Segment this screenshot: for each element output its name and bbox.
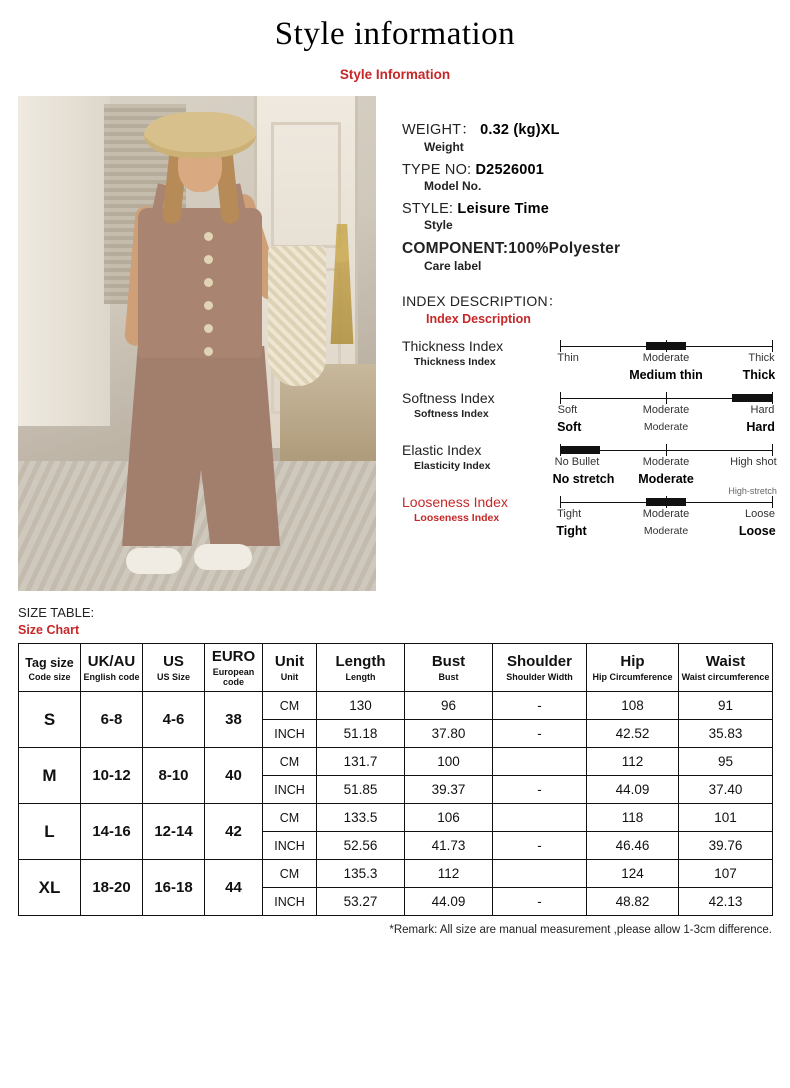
- cell-hip: 118: [587, 804, 679, 832]
- cell-waist: 107: [679, 860, 773, 888]
- cell-length: 51.18: [317, 720, 405, 748]
- col-bust: Bust Bust: [405, 644, 493, 692]
- page-subtitle: Style Information: [339, 67, 451, 82]
- index-description-header: [402, 291, 772, 326]
- index-thickness-high: Thick: [748, 352, 775, 364]
- index-looseness-low: Tight: [557, 508, 582, 520]
- table-row: [19, 748, 773, 776]
- index-softness-name: Softness Index: [402, 390, 495, 406]
- index-looseness: [402, 492, 776, 544]
- cell-unit: CM: [263, 804, 317, 832]
- spec-style-label: STYLE:: [402, 201, 454, 217]
- cell-shoulder: [493, 860, 587, 888]
- table-row: [19, 860, 773, 888]
- cell-euro: 40: [205, 748, 263, 804]
- index-thickness-name: Thickness Index: [402, 338, 504, 354]
- index-looseness-high-bold: Loose: [738, 524, 776, 538]
- index-elastic-name-sub: Elasticity Index: [414, 460, 491, 472]
- table-row: [19, 804, 773, 832]
- cell-waist: 35.83: [679, 720, 773, 748]
- cell-us: 16-18: [143, 860, 205, 916]
- index-looseness-low-bold: Tight: [556, 524, 587, 538]
- index-description-label: INDEX DESCRIPTION：: [402, 293, 562, 309]
- spec-style-value: Leisure Time: [457, 201, 549, 217]
- spec-weight: [402, 118, 772, 154]
- cell-waist: 37.40: [679, 776, 773, 804]
- cell-length: 51.85: [317, 776, 405, 804]
- spec-component-sub: Care label: [424, 259, 482, 273]
- cell-waist: 91: [679, 692, 773, 720]
- cell-shoulder: -: [493, 832, 587, 860]
- cell-length: 52.56: [317, 832, 405, 860]
- size-table: [18, 643, 773, 916]
- index-softness-mid: Moderate: [642, 404, 690, 416]
- cell-shoulder: -: [493, 720, 587, 748]
- index-thickness-meter: [560, 346, 772, 347]
- index-looseness-mid-bold: Moderate: [643, 525, 689, 537]
- cell-waist: 95: [679, 748, 773, 776]
- cell-unit: CM: [263, 692, 317, 720]
- index-softness: [402, 388, 775, 440]
- product-photo: [18, 96, 376, 591]
- spec-component-label: COMPONENT:100%Polyester: [402, 240, 621, 257]
- cell-bust: 37.80: [405, 720, 493, 748]
- cell-shoulder: -: [493, 888, 587, 916]
- spec-weight-value: 0.32 (kg)XL: [480, 122, 560, 138]
- cell-us: 8-10: [143, 748, 205, 804]
- cell-bust: 44.09: [405, 888, 493, 916]
- cell-hip: 44.09: [587, 776, 679, 804]
- index-looseness-meter: [560, 502, 772, 503]
- cell-bust: 96: [405, 692, 493, 720]
- size-table-remark: *Remark: All size are manual measurement ,please allow 1-3cm difference.: [389, 924, 772, 937]
- spec-component: [402, 240, 772, 273]
- index-thickness-high-bold: Thick: [742, 368, 776, 382]
- index-elastic-meter: [560, 450, 772, 451]
- cell-unit: INCH: [263, 720, 317, 748]
- col-euro: EURO European code: [205, 644, 263, 692]
- index-elastic: [402, 440, 777, 496]
- cell-bust: 41.73: [405, 832, 493, 860]
- cell-unit: INCH: [263, 776, 317, 804]
- cell-tag: S: [19, 692, 81, 748]
- cell-hip: 112: [587, 748, 679, 776]
- cell-bust: 106: [405, 804, 493, 832]
- index-elastic-mid: Moderate: [642, 456, 690, 468]
- cell-euro: 42: [205, 804, 263, 860]
- cell-euro: 38: [205, 692, 263, 748]
- index-looseness-high: Loose: [745, 508, 775, 520]
- cell-hip: 42.52: [587, 720, 679, 748]
- index-elastic-mid-bold: Moderate: [638, 472, 694, 486]
- cell-hip: 48.82: [587, 888, 679, 916]
- size-table-caption-sub: Size Chart: [18, 623, 80, 637]
- index-softness-name-sub: Softness Index: [414, 408, 489, 420]
- cell-uk: 14-16: [81, 804, 143, 860]
- page-title: Style information: [274, 16, 516, 52]
- size-table-caption: SIZE TABLE:: [18, 605, 95, 620]
- index-softness-low: Soft: [557, 404, 578, 416]
- index-elastic-name: Elastic Index: [402, 442, 482, 458]
- cell-tag: M: [19, 748, 81, 804]
- spec-type-no-value: D2526001: [475, 162, 545, 178]
- spec-style-sub: Style: [424, 218, 453, 232]
- spec-list: [376, 96, 777, 591]
- cell-length: 130: [317, 692, 405, 720]
- index-thickness-mid: Moderate: [642, 352, 690, 364]
- index-thickness-mid-bold: Medium thin: [629, 368, 703, 382]
- cell-shoulder: [493, 748, 587, 776]
- index-description-sub: Index Description: [426, 312, 531, 326]
- upper-section: [0, 96, 790, 591]
- cell-hip: 46.46: [587, 832, 679, 860]
- col-unit: Unit Unit: [263, 644, 317, 692]
- col-length: Length Length: [317, 644, 405, 692]
- cell-unit: CM: [263, 748, 317, 776]
- index-elastic-high: High shot: [730, 456, 777, 468]
- index-thickness-scale: [557, 352, 776, 388]
- index-softness-meter: [560, 398, 772, 399]
- cell-shoulder: -: [493, 692, 587, 720]
- cell-uk: 18-20: [81, 860, 143, 916]
- index-elastic-low: No Bullet: [554, 456, 600, 468]
- cell-waist: 101: [679, 804, 773, 832]
- cell-unit: CM: [263, 860, 317, 888]
- cell-shoulder: [493, 804, 587, 832]
- cell-shoulder: -: [493, 776, 587, 804]
- spec-type-no-sub: Model No.: [424, 179, 482, 193]
- spec-weight-label: WEIGHT：: [402, 122, 476, 138]
- cell-length: 131.7: [317, 748, 405, 776]
- table-row: [19, 692, 773, 720]
- col-waist: Waist Waist circumference: [679, 644, 773, 692]
- col-hip: Hip Hip Circumference: [587, 644, 679, 692]
- cell-unit: INCH: [263, 888, 317, 916]
- index-softness-high-bold: Hard: [746, 420, 775, 434]
- spec-type-no-label: TYPE NO:: [402, 162, 472, 178]
- cell-tag: XL: [19, 860, 81, 916]
- index-elastic-scale: [552, 456, 777, 496]
- index-softness-low-bold: Soft: [557, 420, 582, 434]
- index-thickness: [402, 336, 776, 388]
- cell-waist: 39.76: [679, 832, 773, 860]
- index-looseness-scale: [556, 508, 776, 544]
- index-elastic-high-small: High-stretch: [728, 486, 777, 496]
- col-us: US US Size: [143, 644, 205, 692]
- cell-tag: L: [19, 804, 81, 860]
- cell-bust: 39.37: [405, 776, 493, 804]
- table-header-row: [19, 644, 773, 692]
- cell-us: 4-6: [143, 692, 205, 748]
- cell-uk: 10-12: [81, 748, 143, 804]
- cell-waist: 42.13: [679, 888, 773, 916]
- index-elastic-low-bold: No stretch: [552, 472, 615, 486]
- cell-unit: INCH: [263, 832, 317, 860]
- index-softness-scale: [557, 404, 775, 440]
- cell-hip: 124: [587, 860, 679, 888]
- spec-weight-sub: Weight: [424, 140, 464, 154]
- cell-length: 135.3: [317, 860, 405, 888]
- col-tag-size: Tag size Code size: [19, 644, 81, 692]
- col-shoulder: Shoulder Shoulder Width: [493, 644, 587, 692]
- index-meters: [402, 336, 777, 544]
- cell-euro: 44: [205, 860, 263, 916]
- cell-length: 133.5: [317, 804, 405, 832]
- spec-style: [402, 201, 772, 232]
- index-softness-high: Hard: [750, 404, 775, 416]
- cell-bust: 100: [405, 748, 493, 776]
- cell-bust: 112: [405, 860, 493, 888]
- index-looseness-name: Looseness Index: [402, 494, 508, 510]
- index-thickness-low: Thin: [557, 352, 579, 364]
- index-thickness-name-sub: Thickness Index: [414, 356, 496, 368]
- cell-length: 53.27: [317, 888, 405, 916]
- index-looseness-mid: Moderate: [642, 508, 690, 520]
- cell-uk: 6-8: [81, 692, 143, 748]
- index-looseness-name-sub: Looseness Index: [414, 512, 500, 524]
- index-softness-mid-bold: Moderate: [643, 421, 689, 433]
- cell-hip: 108: [587, 692, 679, 720]
- spec-type-no: [402, 162, 772, 193]
- col-uk-au: UK/AU English code: [81, 644, 143, 692]
- cell-us: 12-14: [143, 804, 205, 860]
